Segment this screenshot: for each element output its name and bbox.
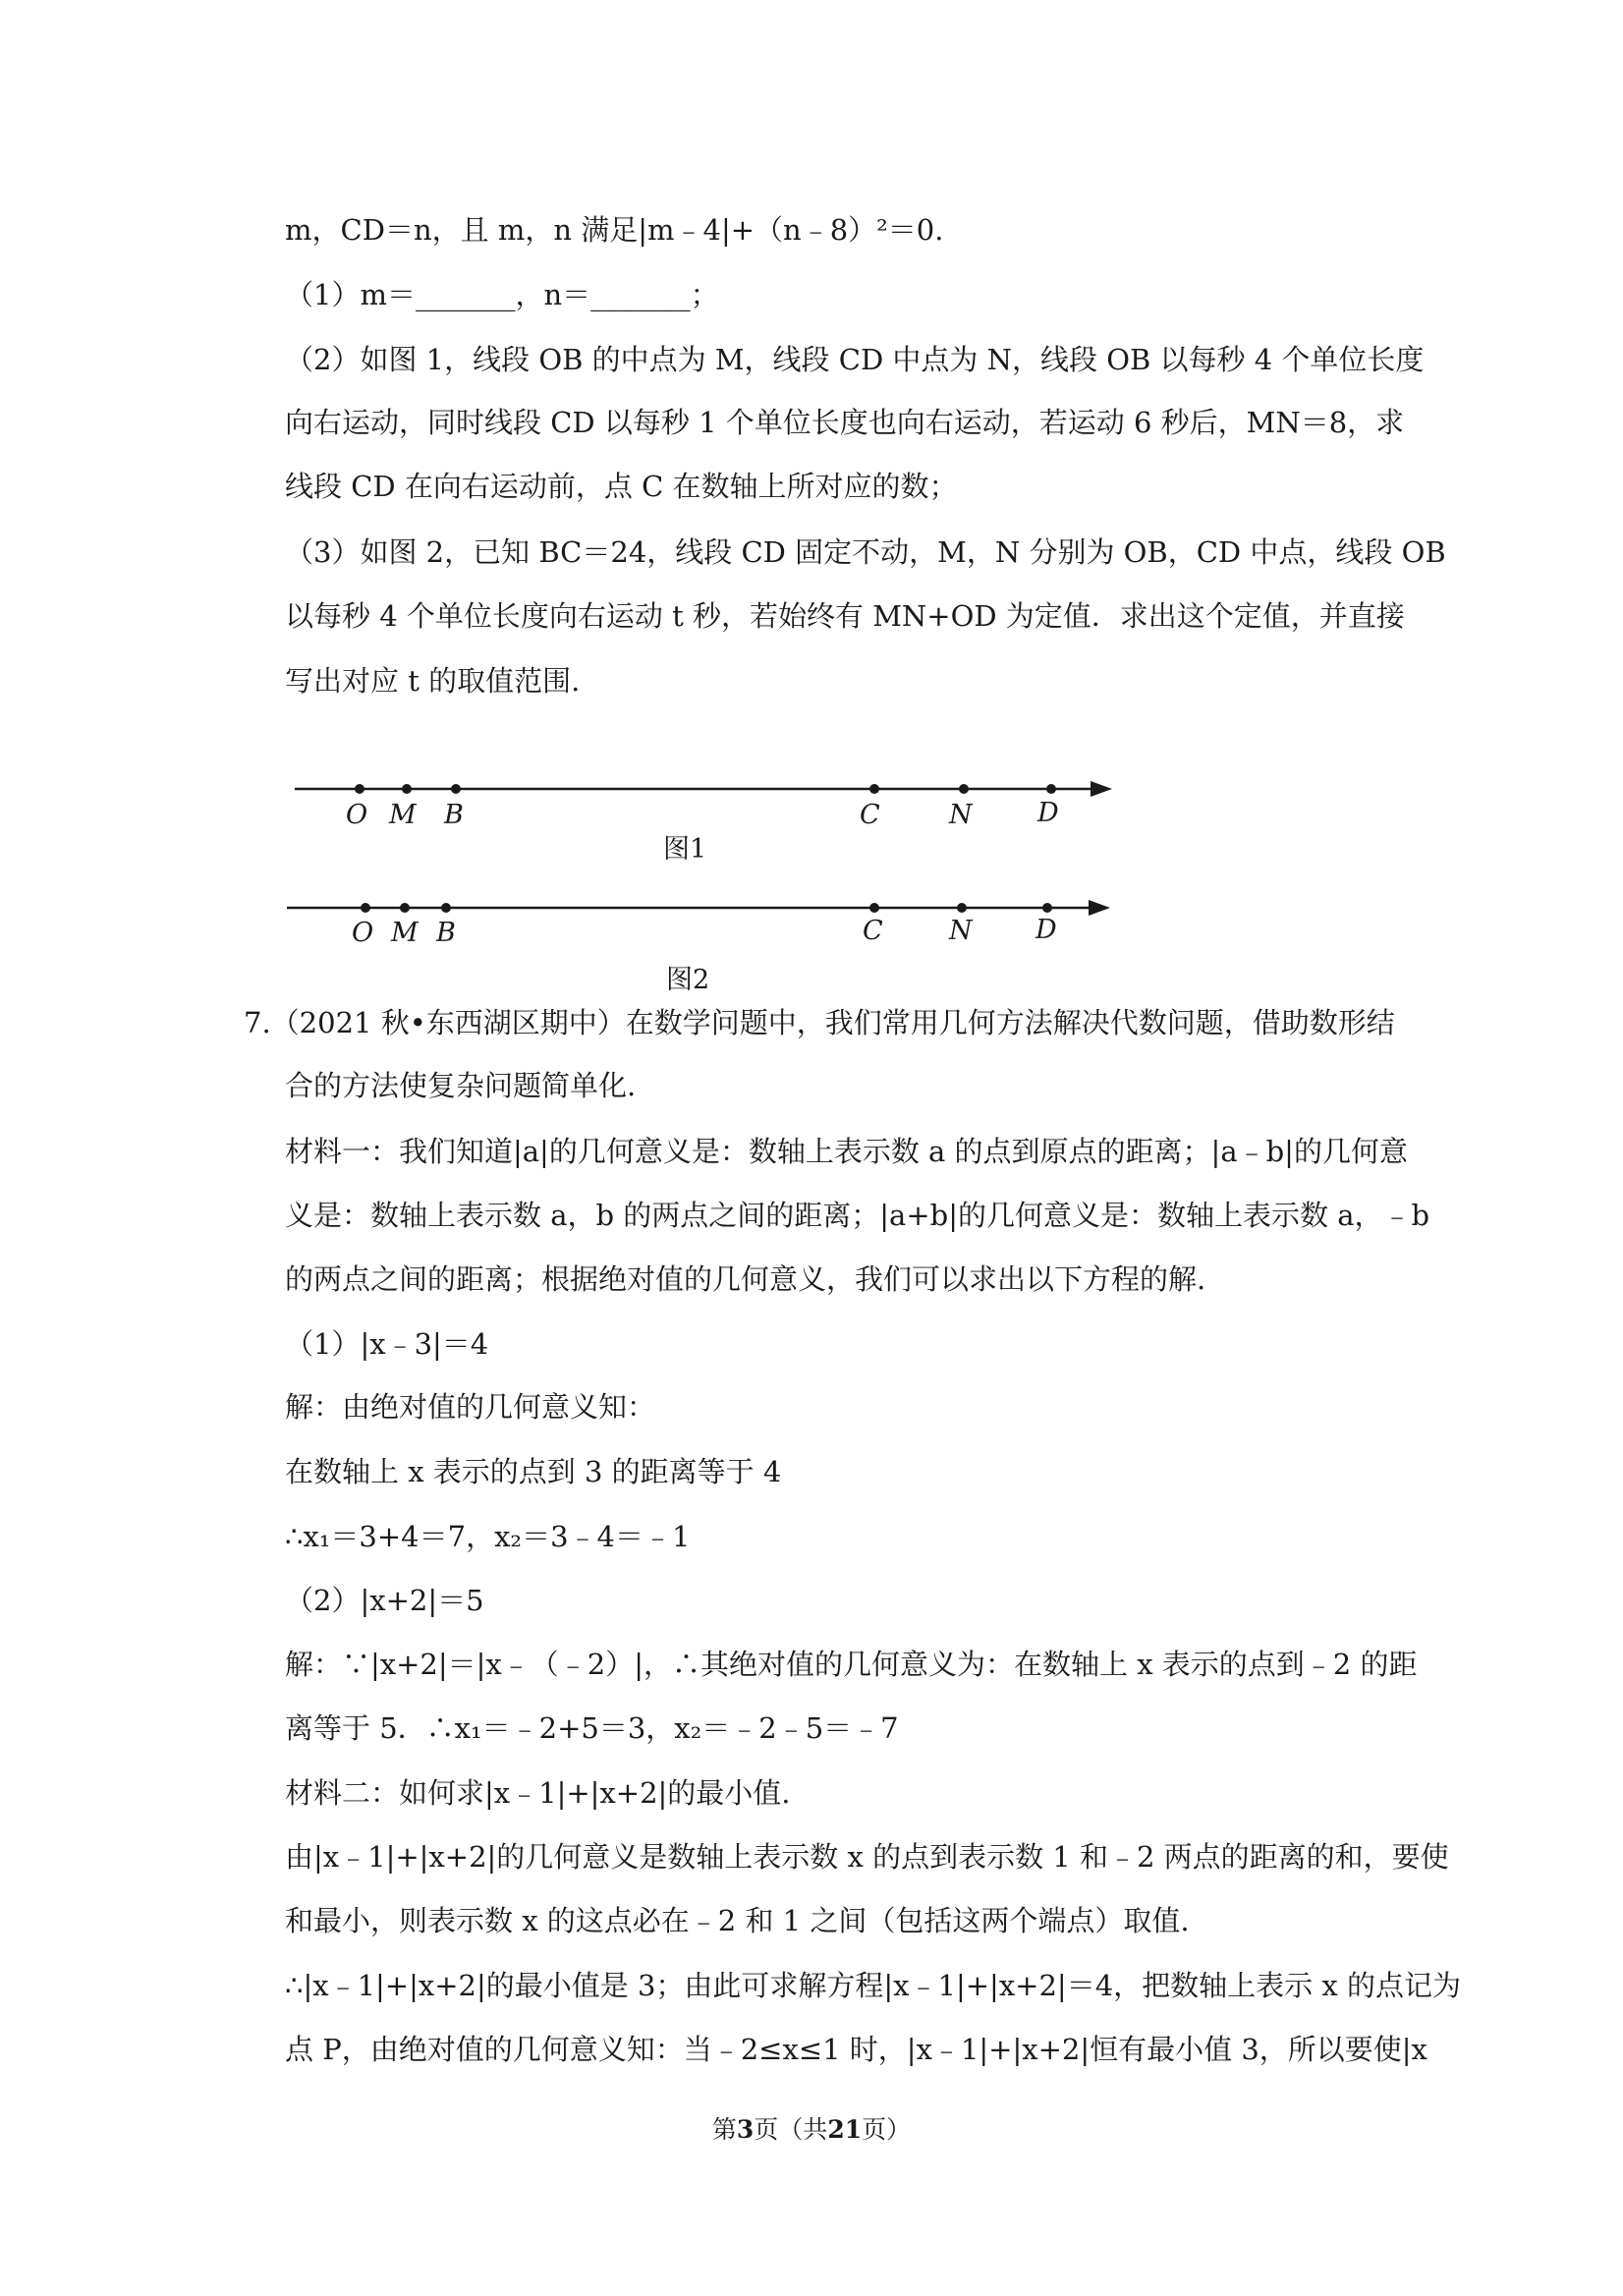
q7-line-15: 和最小，则表示数 x 的这点必在﹣2 和 1 之间（包括这两个端点）取值. <box>285 1904 1190 1937</box>
point-b <box>451 784 461 794</box>
q7-line-14: 由|x﹣1|+|x+2|的几何意义是数轴上表示数 x 的点到表示数 1 和﹣2 两点的距离的和，要使 <box>285 1840 1449 1874</box>
text-line-4: 向右运动，同时线段 CD 以每秒 1 个单位长度也向右运动，若运动 6 秒后，MN＝8，求 <box>285 406 1405 439</box>
point-m <box>400 903 410 913</box>
q7-line-12: 离等于 5．∴x₁＝﹣2+5＝3，x₂＝﹣2﹣5＝﹣7 <box>285 1711 899 1745</box>
text-line-8: 写出对应 t 的取值范围. <box>285 664 581 698</box>
q7-line-4: 义是：数轴上表示数 a，b 的两点之间的距离；|a+b|的几何意义是：数轴上表示数 a，﹣b <box>285 1199 1430 1232</box>
q7-line-3: 材料一：我们知道|a|的几何意义是：数轴上表示数 a 的点到原点的距离；|a﹣b|的几何意 <box>285 1135 1408 1168</box>
label-m: M <box>391 918 419 948</box>
figure-1-caption: 图1 <box>663 834 707 865</box>
point-d <box>1042 903 1052 913</box>
point-n <box>959 784 969 794</box>
point-c <box>869 784 879 794</box>
q7-line-11: 解：∵|x+2|＝|x﹣（﹣2）|，∴其绝对值的几何意义为：在数轴上 x 表示的点到﹣2 的距 <box>285 1648 1418 1681</box>
q7-line-7: 解：由绝对值的几何意义知： <box>285 1390 656 1424</box>
footer-page-number: 3 <box>736 2115 755 2144</box>
q7-line-1: 7.（2021 秋•东西湖区期中）在数学问题中，我们常用几何方法解决代数问题，借助数形结 <box>244 1006 1395 1039</box>
q7-line-8: 在数轴上 x 表示的点到 3 的距离等于 4 <box>285 1455 782 1488</box>
footer-middle: 页（共 <box>754 2115 828 2144</box>
q7-line-2: 合的方法使复杂问题简单化. <box>285 1069 637 1102</box>
number-line-figures <box>0 0 1623 1002</box>
arrow-head-icon <box>1091 781 1112 797</box>
q7-line-13: 材料二：如何求|x﹣1|+|x+2|的最小值. <box>285 1776 791 1810</box>
label-n: N <box>949 916 973 946</box>
point-n <box>957 903 967 913</box>
point-d <box>1046 784 1056 794</box>
q7-line-16: ∴|x﹣1|+|x+2|的最小值是 3；由此可求解方程|x﹣1|+|x+2|＝4，把数轴上表示 x 的点记为 <box>285 1969 1461 2002</box>
point-b <box>441 903 451 913</box>
label-d: D <box>1037 798 1059 828</box>
q7-line-5: 的两点之间的距离；根据绝对值的几何意义，我们可以求出以下方程的解. <box>285 1262 1206 1296</box>
label-b: B <box>436 918 456 948</box>
text-line-7: 以每秒 4 个单位长度向右运动 t 秒，若始终有 MN+OD 为定值．求出这个定值，并直接 <box>285 599 1405 633</box>
label-n: N <box>949 800 973 830</box>
label-d: D <box>1035 915 1057 945</box>
figure-2-caption: 图2 <box>666 965 710 995</box>
label-o: O <box>346 800 368 830</box>
q7-line-10: （2）|x+2|＝5 <box>285 1584 484 1617</box>
label-m: M <box>389 800 417 830</box>
text-line-2: （1）m＝_______，n＝_______； <box>285 278 719 311</box>
arrow-head-icon <box>1089 900 1110 916</box>
text-line-5: 线段 CD 在向右运动前，点 C 在数轴上所对应的数； <box>285 470 958 503</box>
footer-prefix: 第 <box>711 2115 737 2144</box>
label-b: B <box>444 800 464 830</box>
text-line-6: （3）如图 2，已知 BC＝24，线段 CD 固定不动，M，N 分别为 OB，CD 中点，线段 OB <box>285 535 1446 569</box>
q7-line-6: （1）|x﹣3|＝4 <box>285 1327 489 1361</box>
footer-suffix: 页） <box>862 2115 912 2144</box>
figure-2-number-line <box>287 900 1110 948</box>
page-footer <box>0 2110 1623 2146</box>
point-o <box>355 784 364 794</box>
point-m <box>402 784 412 794</box>
label-o: O <box>352 918 374 948</box>
point-o <box>361 903 370 913</box>
label-c: C <box>860 800 880 830</box>
q7-line-9: ∴x₁＝3+4＝7，x₂＝3﹣4＝﹣1 <box>285 1520 691 1553</box>
q7-line-17: 点 P，由绝对值的几何意义知：当﹣2≤x≤1 时，|x﹣1|+|x+2|恒有最小值 3，所以要使|x <box>285 2033 1427 2066</box>
label-c: C <box>863 916 883 946</box>
text-line-3: （2）如图 1，线段 OB 的中点为 M，线段 CD 中点为 N，线段 OB 以每秒 4 个单位长度 <box>285 343 1425 376</box>
point-c <box>869 903 879 913</box>
footer-total-pages: 21 <box>827 2115 863 2144</box>
text-line-1: m，CD＝n，且 m，n 满足|m﹣4|+（n﹣8）²＝0. <box>285 213 944 247</box>
figure-1-number-line <box>295 781 1112 830</box>
